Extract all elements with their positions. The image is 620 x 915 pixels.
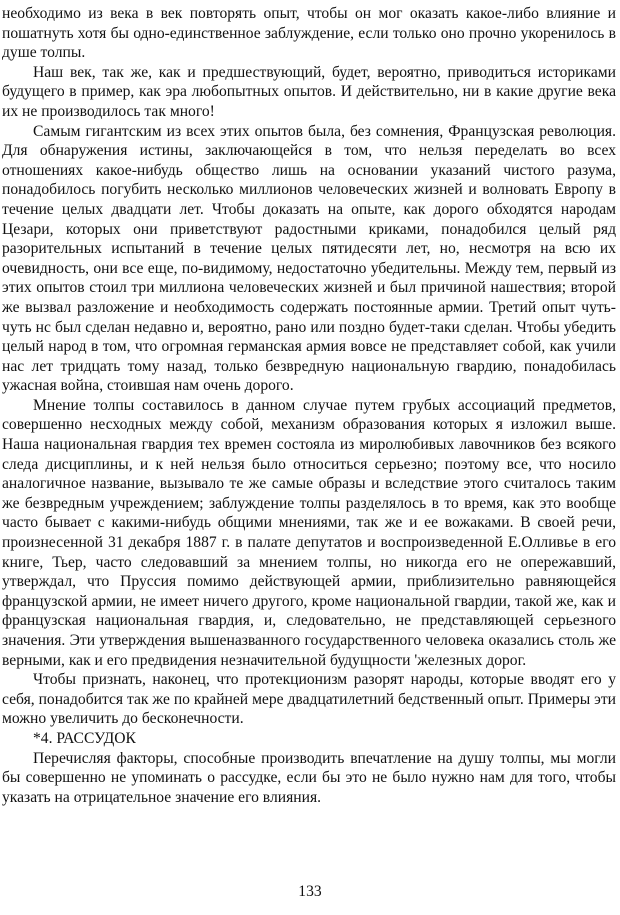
paragraph-french-revolution: Самым гигантским из всех этих опытов была, без сомнения, Французская революция. Для обнаружения истины, заключающейся в том, что нельзя переделать во всех отношениях какое-нибудь общество лишь на основании указаний чистого разума, понадобилось погубить несколько миллионов человеческих жизней и волновать Европу в течение целых двадцати лет. Чтобы доказать на опыте, как дорого обходятся народам Цезари, которых они приветствуют радостными криками, понадобился целый ряд разорительных испытаний в течение целых пятидесяти лет, но, несмотря на всю их очевидность, они все еще, по-видимому, недостаточно убедительны. Между тем, первый из этих опытов стоил три миллиона человеческих жизней и был причиной нашествия; второй же вызвал разложение и необходимость содержать постоянные армии. Третий опыт чуть-чуть нс был сделан недавно и, вероятно, рано или поздно будет-таки сделан. Чтобы убедить целый народ в том, что огромная германская армия вовсе не представляет собой, как учили нас лет тридцать тому назад, только безвредную национальную гвардию, понадобилась ужасная война, стоившая нам очень дорого.: [2, 122, 616, 395]
section-heading: *4. РАССУДОК: [33, 729, 136, 747]
paragraph-reason: Перечисляя факторы, способные производить впечатление на душу толпы, мы могли бы совершенно не упоминать о рассудке, если бы это не было нужно нам для того, чтобы указать на отрицательное значение его влияния.: [2, 749, 616, 806]
page-text-body: [2, 4, 616, 807]
paragraph-protectionism: Чтобы признать, наконец, что протекционизм разорят народы, которые вводят его у себя, понадобится так же по крайней мере двадцатилетний бедственный опыт. Примеры эти можно увеличить до бесконечности.: [2, 671, 616, 728]
page-number: 133: [298, 883, 322, 900]
paragraph-continuation: необходимо из века в век повторять опыт, чтобы он мог оказать какое-либо влияние и пошатнуть хотя бы одно-единственное заблуждение, если только оно прочно укоренилось в душе толпы.: [2, 5, 616, 62]
paragraph-crowd-opinion: Мнение толпы составилось в данном случае путем грубых ассоциаций предметов, совершенно несходных между собой, механизм образования которых я изложил выше. Наша национальная гвардия тех времен состояла из миролюбивых лавочников без всякого следа дисциплины, и к ней нельзя было относиться серьезно; поэтому все, что носило аналогичное название, вызывало те же самые образы и вследствие этого считалось таким же безвредным учреждением; заблуждение толпы разделялось в то время, как это вообще часто бывает с какими-нибудь общими мнениями, так же и ее вожаками. В своей речи, произнесенной 31 декабря 1887 г. в палате депутатов и воспроизведенной Е.Олливье в его книге, Тьер, часто следовавший за мнением толпы, но никогда его не опережавший, утверждал, что Пруссия помимо действующей армии, приблизительно равняющейся французской армии, не имеет ничего другого, кроме национальной гвардии, такой же, как и французская национальная гвардия, и, следовательно, не представляющей серьезного значения. Эти утверждения вышеназванного государственного человека оказались столь же верными, как и его предвидения незначительной будущности 'железных дорог.: [2, 396, 616, 669]
paragraph-experiments-era: Наш век, так же, как и предшествующий, будет, вероятно, приводиться историками будущего в пример, как эра любопытных опытов. И действительно, ни в какие другие века их не производилось так много!: [2, 63, 616, 120]
